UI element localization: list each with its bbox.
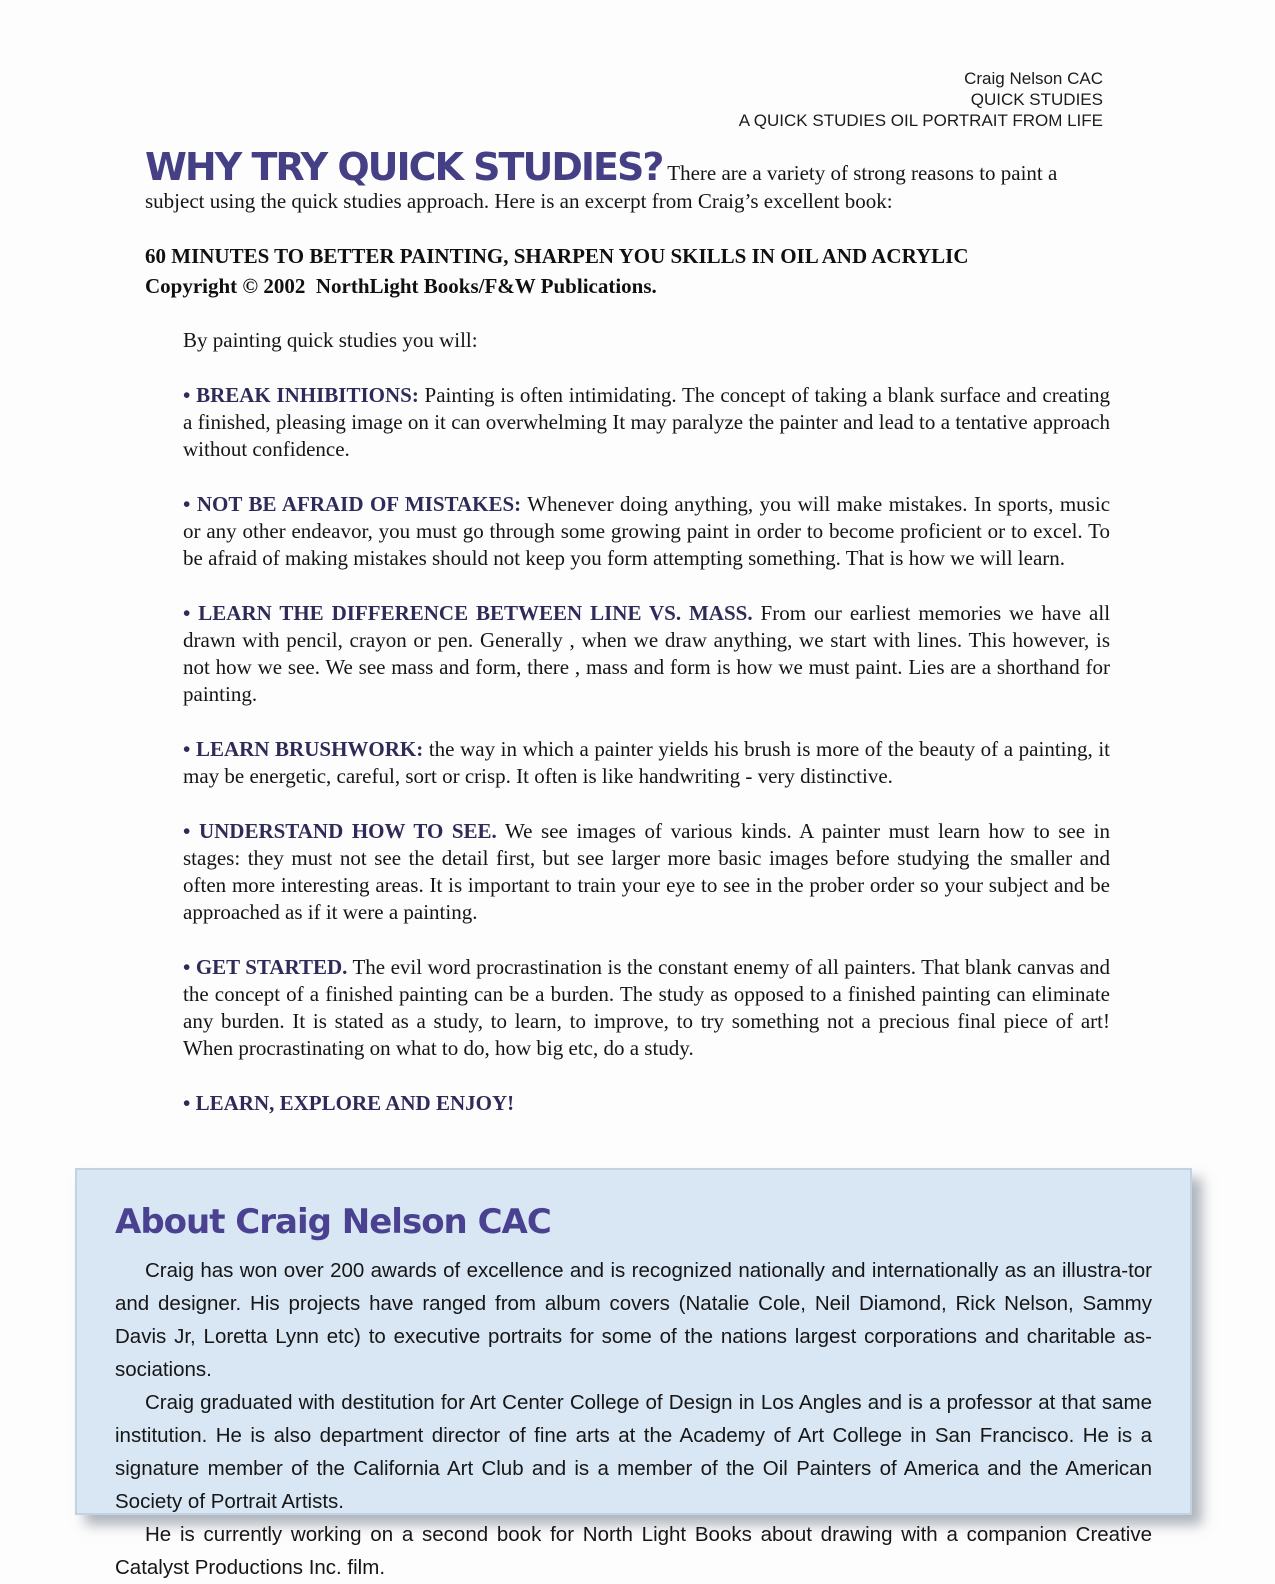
bullet-lead: LEARN, EXPLORE AND ENJOY! xyxy=(195,1091,515,1115)
bullet-dot: • xyxy=(183,819,191,843)
bullet-lead: UNDERSTAND HOW TO SEE. xyxy=(198,819,497,843)
bullet-dot: • xyxy=(183,601,191,625)
bullet-break-inhibitions xyxy=(183,382,1110,463)
bullet-text: We see images of various kinds. A painter must learn how to see in stages: they must not see the detail first, but see larger more basic images before studying the smaller and often more interesting areas. It is important to train your eye to see in the prober order so your subject and be approached as if it were a painting. xyxy=(183,819,1111,924)
about-paragraph-education: Craig graduated with destitution for Art Center College of Design in Los Angles and is a professor at that same institution. He is also department director of fine arts at the Academy of Art College in San Francisco. He is a signature member of the California Art Club and is a member of the Oil Painters of America and the American Society of Portrait Artists. xyxy=(115,1391,1152,1513)
header-series-line: QUICK STUDIES xyxy=(970,90,1103,109)
bullet-lead: NOT BE AFRAID OF MISTAKES: xyxy=(196,492,522,516)
bullet-text: From our earliest memories we have all drawn with pencil, crayon or pen. Generally , when we draw anything, we start with lines. This however, is not how we see. We see mass and form, there , mass and form is how we must paint. Lies are a shorthand for painting. xyxy=(183,601,1111,706)
bullet-text: Painting is often intimidating. The concept of taking a blank surface and creating a finished, pleasing image on it can overwhelming It may paralyze the painter and lead to a tentative approach without confidence. xyxy=(183,383,1111,461)
bullet-understand-how-to-see xyxy=(183,818,1110,926)
bullet-dot: • xyxy=(183,1091,191,1115)
bullet-lead: BREAK INHIBITIONS: xyxy=(196,383,419,407)
bullet-lead: LEARN BRUSHWORK: xyxy=(195,737,424,761)
about-title: About Craig Nelson CAC xyxy=(115,1202,551,1242)
bullet-text: the way in which a painter yields his brush is more of the beauty of a painting, it may be energetic, careful, sort or crisp. It often is like handwriting - very distinctive. xyxy=(183,737,1111,788)
bullet-get-started xyxy=(183,954,1110,1062)
bullet-dot: • xyxy=(183,492,191,516)
bullet-dot: • xyxy=(183,383,191,407)
intro-paragraph xyxy=(145,146,1110,215)
about-author-box xyxy=(75,1168,1192,1579)
article-body xyxy=(145,146,1110,1117)
bullet-text: The evil word procrastination is the constant enemy of all painters. That blank canvas and the concept of a finished painting can be a burden. The study as opposed to a finished painting can eliminate any burden. It is stated as a study, to learn, to improve, to try something not a precious final piece of art! When procrastinating on what to do, how big etc, do a study. xyxy=(183,955,1111,1060)
page-running-header xyxy=(739,68,1103,131)
bullet-line-vs-mass xyxy=(183,600,1110,708)
bullet-lead: GET STARTED. xyxy=(195,955,348,979)
bullet-dot: • xyxy=(183,737,191,761)
bullet-learn-explore-enjoy xyxy=(183,1090,1110,1117)
intro-text: There are a variety of strong reasons to paint a subject using the quick studies approach. Here is an excerpt from Craig’s excellent book: xyxy=(145,161,1058,213)
bullet-lead: LEARN THE DIFFERENCE BETWEEN LINE VS. MASS. xyxy=(198,601,753,625)
book-title-line: 60 MINUTES TO BETTER PAINTING, SHARPEN YOU SKILLS IN OIL AND ACRYLIC xyxy=(145,244,969,268)
bullet-dot: • xyxy=(183,955,191,979)
bullet-text: Whenever doing anything, you will make mistakes. In sports, music or any other endeavor, you must go through some growing paint in order to become proficient or to excel. To be afraid of making mistakes should not keep you form attempting something. That is how we will learn. xyxy=(183,492,1111,570)
about-paragraph-awards: Craig has won over 200 awards of excellence and is recognized nationally and internationally as an illustra-tor and designer. His projects have ranged from album covers (Natalie Cole, Neil Diamond, Rick Nelson, Sammy Davis Jr, Loretta Lynn etc) to executive portraits for some of the nations largest corporations and charitable as-sociations. xyxy=(115,1259,1152,1381)
page-title: WHY TRY QUICK STUDIES? xyxy=(145,145,663,189)
header-subject-line: A QUICK STUDIES OIL PORTRAIT FROM LIFE xyxy=(738,111,1103,130)
header-author-line: Craig Nelson CAC xyxy=(964,69,1103,88)
book-copyright-line: Copyright © 2002 NorthLight Books/F&W Publications. xyxy=(145,274,657,298)
book-citation xyxy=(145,241,1110,301)
bullet-learn-brushwork xyxy=(183,736,1110,790)
about-paragraph-current-work: He is currently working on a second book for North Light Books about drawing with a companion Creative Catalyst Productions Inc. film. xyxy=(115,1523,1152,1579)
bullet-not-afraid-of-mistakes xyxy=(183,491,1110,572)
list-intro: By painting quick studies you will: xyxy=(183,328,478,352)
